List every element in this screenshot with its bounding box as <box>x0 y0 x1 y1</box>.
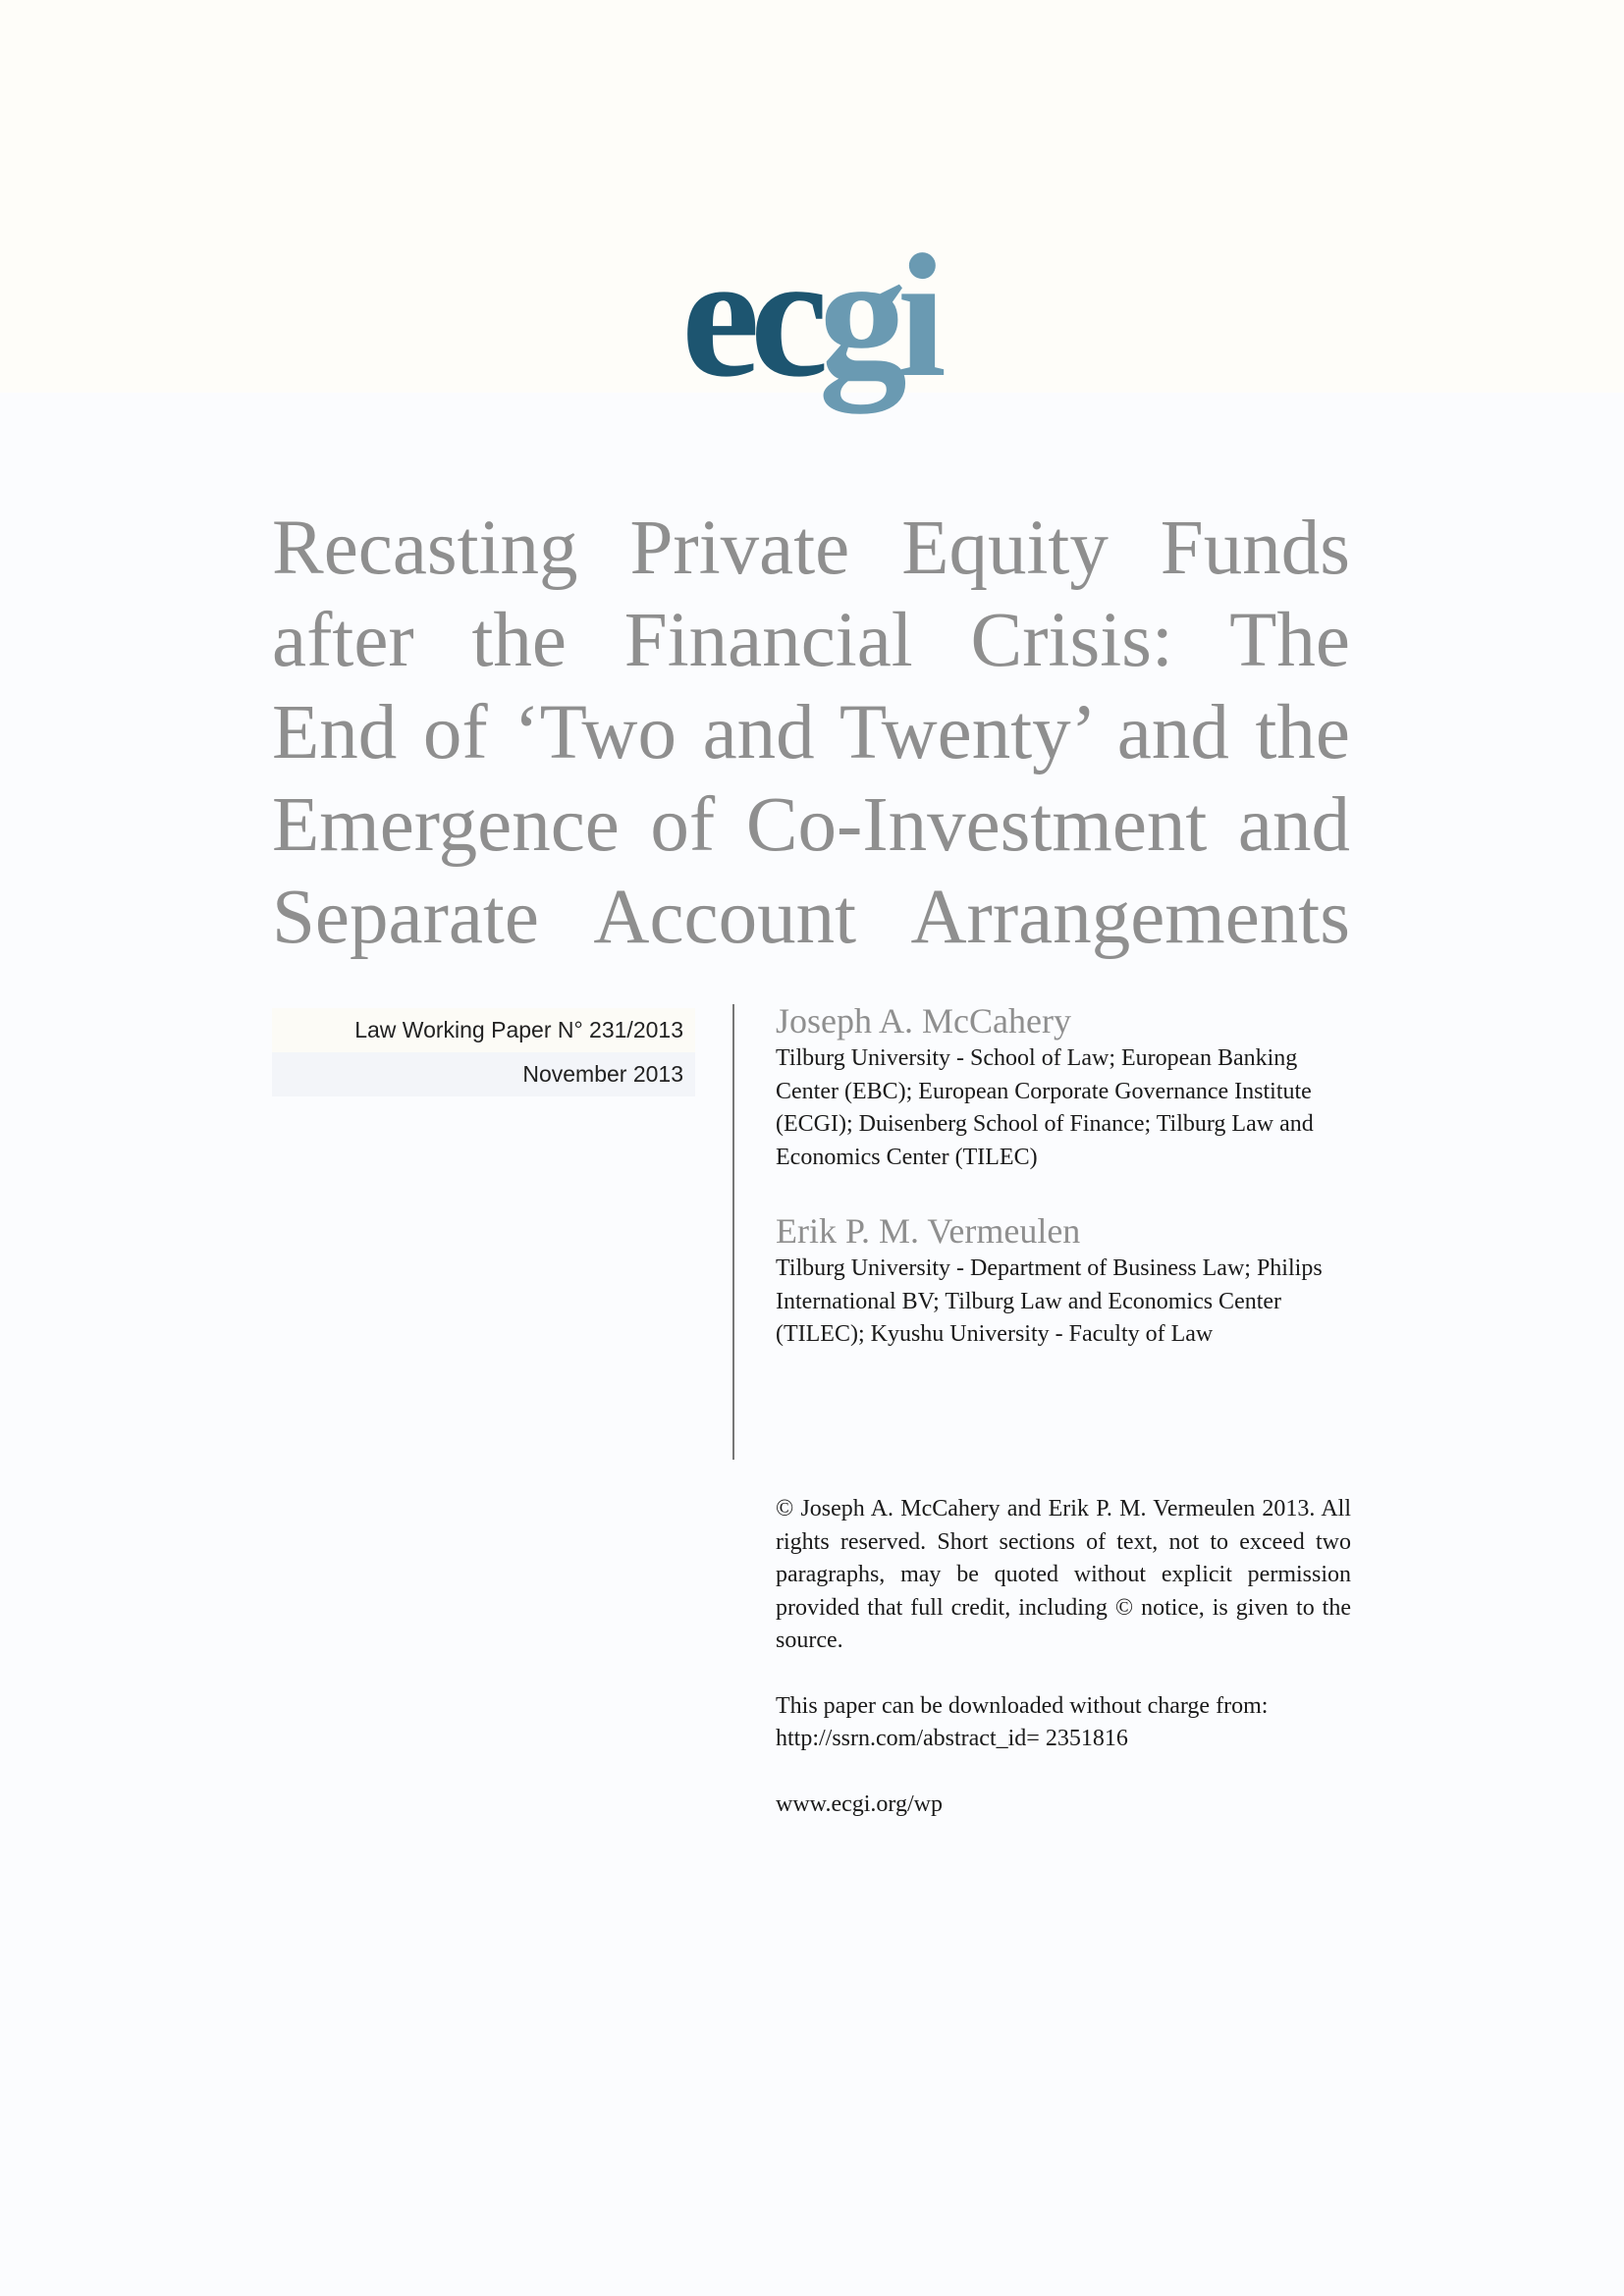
author-block <box>776 1209 1355 1352</box>
download-notice <box>776 1690 1351 1756</box>
paper-series: Law Working Paper N° 231/2013 <box>272 1008 695 1052</box>
title-line: Recasting Private Equity Funds <box>272 506 1350 591</box>
download-text: This paper can be downloaded without charge from: <box>776 1692 1269 1719</box>
title-line: after the Financial Crisis: The <box>272 598 1350 683</box>
author-affiliation: Tilburg University - Department of Business Law; Philips International BV; Tilburg Law and Economics Center (TILEC); Kyushu University - Faculty of Law <box>776 1255 1323 1347</box>
author-name: Joseph A. McCahery <box>776 1001 1071 1041</box>
paper-date: November 2013 <box>272 1052 695 1096</box>
authors-section <box>776 999 1355 1387</box>
title-line: End of ‘Two and Twenty’ and the <box>272 690 1350 775</box>
ecgi-logo <box>681 218 947 424</box>
paper-info-box <box>272 1008 695 1096</box>
logo-text-gi: gi <box>818 218 937 413</box>
author-name: Erik P. M. Vermeulen <box>776 1211 1081 1251</box>
website-link[interactable]: www.ecgi.org/wp <box>776 1790 943 1817</box>
logo-text-ec: ec <box>681 218 819 413</box>
copyright-notice: © Joseph A. McCahery and Erik P. M. Vermeulen 2013. All rights reserved. Short sections of text, not to exceed two paragraphs, may be quoted without explicit permission provided that full credit, including © notice, is given to the source. <box>776 1496 1351 1653</box>
title-line: Emergence of Co-Investment and <box>272 782 1350 868</box>
legal-section <box>776 1493 1351 1853</box>
paper-title <box>272 503 1350 964</box>
author-block <box>776 999 1355 1174</box>
title-line: Separate Account Arrangements <box>272 875 1350 960</box>
vertical-divider <box>732 1004 734 1460</box>
author-affiliation: Tilburg University - School of Law; European Banking Center (EBC); European Corporate Governance Institute (ECGI); Duisenberg School of Finance; Tilburg Law and Economics Center (TILEC) <box>776 1045 1314 1170</box>
ssrn-link[interactable]: http://ssrn.com/abstract_id= 2351816 <box>776 1726 1128 1751</box>
